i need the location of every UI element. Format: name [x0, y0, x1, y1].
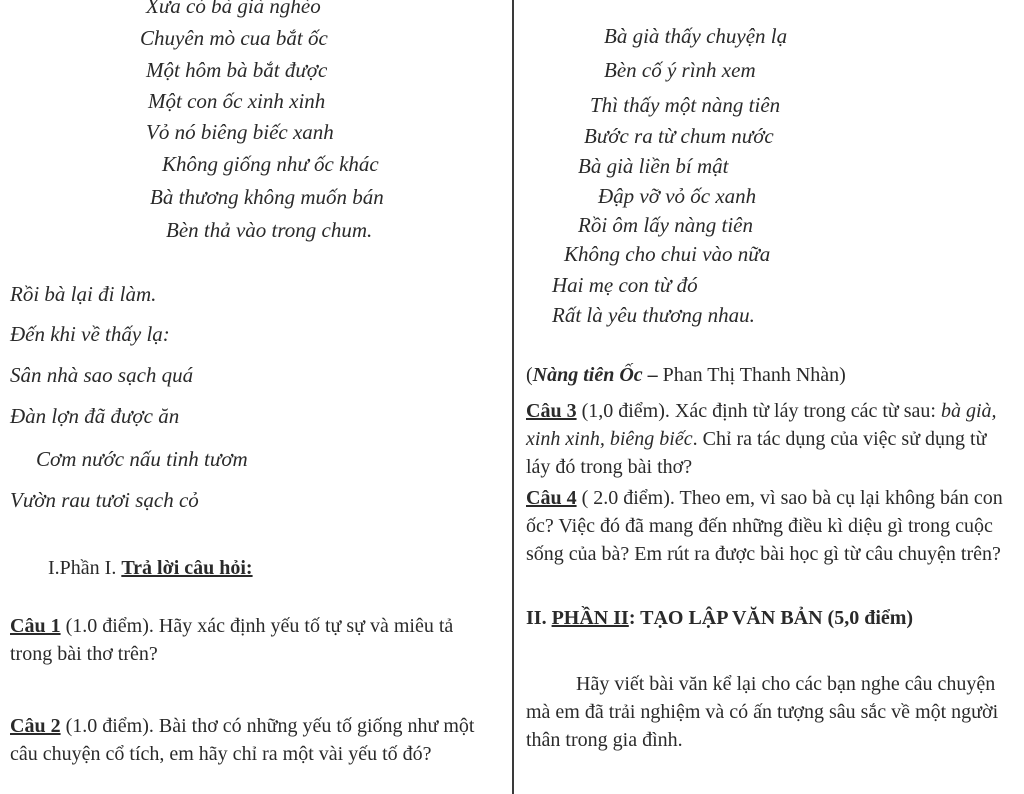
- poem-line: Bà già thấy chuyện lạ: [604, 24, 788, 48]
- poem-line: Một con ốc xinh xinh: [148, 89, 326, 113]
- poem-line: Vỏ nó biêng biếc xanh: [146, 120, 334, 144]
- question-1-label: Câu 1: [10, 615, 61, 637]
- question-3: [526, 397, 1012, 481]
- poem-line: Bèn thả vào trong chum.: [166, 218, 373, 242]
- part1-heading: [48, 554, 253, 582]
- poem-line: Vườn rau tươi sạch cỏ: [10, 488, 199, 512]
- poem-line: Bà già liền bí mật: [578, 154, 729, 178]
- question-4-text: ( 2.0 điểm). Theo em, vì sao bà cụ lại không bán con ốc? Việc đó đã mang đến những điều kì diệu gì trong cuộc sống của bà? Em rút ra được bài học gì từ câu chuyện trên?: [526, 487, 1003, 565]
- part2-label: PHẦN II: [551, 607, 629, 629]
- part1-prefix: I.Phần I.: [48, 557, 117, 579]
- question-2: [10, 712, 500, 768]
- source-title: Nàng tiên Ốc: [532, 364, 643, 386]
- poem-line: Bèn cố ý rình xem: [604, 58, 756, 82]
- poem-line: Thì thấy một nàng tiên: [590, 93, 781, 117]
- poem-line: Một hôm bà bắt được: [146, 58, 328, 82]
- poem-line: Chuyên mò cua bắt ốc: [140, 26, 328, 50]
- part2-title: : TẠO LẬP VĂN BẢN (5,0 điểm): [628, 607, 914, 629]
- source-author: Phan Thị Thanh Nhàn: [662, 364, 840, 386]
- poem-line: Rồi ôm lấy nàng tiên: [578, 213, 753, 237]
- poem-line: Đập vỡ vỏ ốc xanh: [598, 184, 757, 208]
- question-4: [526, 484, 1012, 568]
- poem-line: Đến khi về thấy lạ:: [10, 322, 170, 346]
- poem-line: Bà thương không muốn bán: [150, 185, 384, 209]
- poem-line: Rồi bà lại đi làm.: [10, 282, 157, 306]
- poem-line: Xưa có bà già nghèo: [146, 0, 321, 18]
- part2-heading: [526, 604, 1012, 632]
- question-1: [10, 612, 500, 668]
- question-2-label: Câu 2: [10, 715, 61, 737]
- poem-line: Sân nhà sao sạch quá: [10, 363, 194, 387]
- source-close: ): [839, 364, 846, 386]
- question-4-label: Câu 4: [526, 487, 577, 509]
- column-divider: [512, 0, 514, 794]
- poem-source: [526, 361, 846, 389]
- part2-prefix: II.: [526, 607, 552, 629]
- poem-line: Không giống như ốc khác: [162, 152, 379, 176]
- source-open: (: [526, 364, 533, 386]
- question-3-text: (1,0 điểm). Xác định từ láy trong các từ sau:: [576, 400, 941, 422]
- question-3-label: Câu 3: [526, 400, 577, 422]
- poem-line: Không cho chui vào nữa: [564, 242, 771, 266]
- question-1-text: (1.0 điểm). Hãy xác định yếu tố tự sự và miêu tả trong bài thơ trên?: [10, 615, 454, 665]
- question-2-text: (1.0 điểm). Bài thơ có những yếu tố giống như một câu chuyện cổ tích, em hãy chỉ ra một vài yếu tố đó?: [10, 715, 475, 765]
- source-dash: –: [642, 364, 663, 386]
- poem-line: Hai mẹ con từ đó: [552, 273, 698, 297]
- poem-line: Cơm nước nấu tinh tươm: [36, 447, 248, 471]
- poem-line: Rất là yêu thương nhau.: [552, 303, 755, 327]
- poem-line: Bước ra từ chum nước: [584, 124, 774, 148]
- question-3-words: bà già, xinh xinh, biêng biếc: [526, 400, 997, 450]
- poem-line: Đàn lợn đã được ăn: [10, 404, 180, 428]
- part2-prompt: Hãy viết bài văn kể lại cho các bạn nghe câu chuyện mà em đã trải nghiệm và có ấn tượng sâu sắc về một người thân trong gia đình.: [526, 673, 999, 751]
- question-3-text-end: . Chỉ ra tác dụng của việc sử dụng từ láy đó trong bài thơ?: [526, 428, 987, 478]
- part1-title: Trả lời câu hỏi:: [121, 557, 253, 579]
